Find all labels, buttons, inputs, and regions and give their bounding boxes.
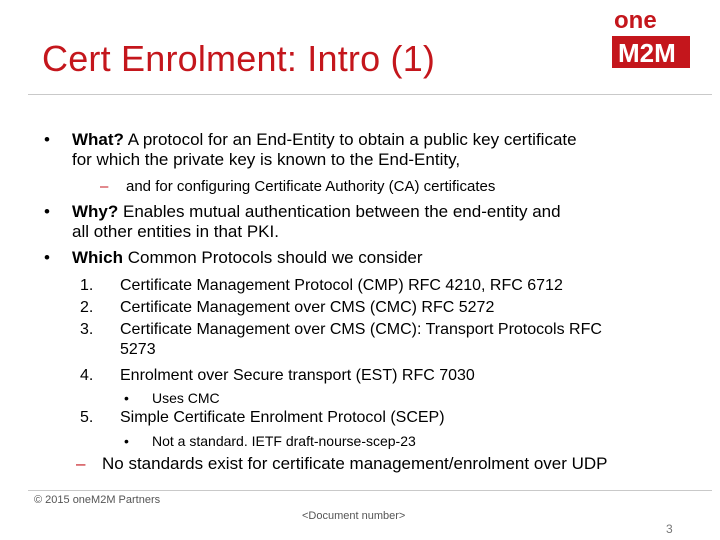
footer-document-number: <Document number> xyxy=(302,510,406,522)
list-number: 3. xyxy=(80,321,94,338)
footer-copyright: © 2015 oneM2M Partners xyxy=(34,494,161,506)
list-item: Enrolment over Secure transport (EST) RFC 7030 xyxy=(120,367,475,384)
bullet-what-text: A protocol for an End-Entity to obtain a public key certificate xyxy=(123,130,577,149)
logo-text-top: one xyxy=(614,7,657,34)
sub-item: Uses CMC xyxy=(152,390,220,406)
page-number: 3 xyxy=(666,522,673,536)
bullet-dot: • xyxy=(44,130,50,149)
sub-item: Not a standard. IETF draft-nourse-scep-23 xyxy=(152,433,416,449)
bullet-dot: • xyxy=(44,202,50,221)
slide-title: Cert Enrolment: Intro (1) xyxy=(42,38,436,79)
list-item: Simple Certificate Enrolment Protocol (SCEP) xyxy=(120,409,445,426)
list-item: Certificate Management over CMS (CMC): Transport Protocols RFC xyxy=(120,321,602,338)
list-item-cont: 5273 xyxy=(120,341,156,358)
list-number: 2. xyxy=(80,299,94,316)
bullet-what-label: What? xyxy=(72,130,124,149)
bullet-what xyxy=(72,130,577,150)
bullet-why-cont: all other entities in that PKI. xyxy=(72,222,279,241)
bullet-why-label: Why? xyxy=(72,202,119,221)
bullet-dot: • xyxy=(44,248,50,267)
list-item: Certificate Management over CMS (CMC) RFC 5272 xyxy=(120,299,495,316)
bullet-which xyxy=(72,248,423,268)
sub-bullet-dot: • xyxy=(124,433,129,449)
logo-text-bottom: M2M xyxy=(618,38,676,68)
footer-divider xyxy=(28,490,712,491)
bullet-what-cont: for which the private key is known to the End-Entity, xyxy=(72,150,461,169)
bullet-why xyxy=(72,202,561,222)
list-number: 5. xyxy=(80,409,94,426)
sub-bullet-dot: • xyxy=(124,390,129,406)
bullet-which-label: Which xyxy=(72,248,123,267)
bullet-which-text: Common Protocols should we consider xyxy=(123,248,423,267)
closing-dash: – xyxy=(76,454,86,473)
closing-text: No standards exist for certificate management/enrolment over UDP xyxy=(102,454,608,473)
bullet-why-text: Enables mutual authentication between the end-entity and xyxy=(118,202,561,221)
list-number: 1. xyxy=(80,277,94,294)
sub-dash: – xyxy=(100,178,109,195)
sub-ca-text: and for configuring Certificate Authority (CA) certificates xyxy=(126,178,496,195)
list-number: 4. xyxy=(80,367,94,384)
list-item: Certificate Management Protocol (CMP) RFC 4210, RFC 6712 xyxy=(120,277,563,294)
